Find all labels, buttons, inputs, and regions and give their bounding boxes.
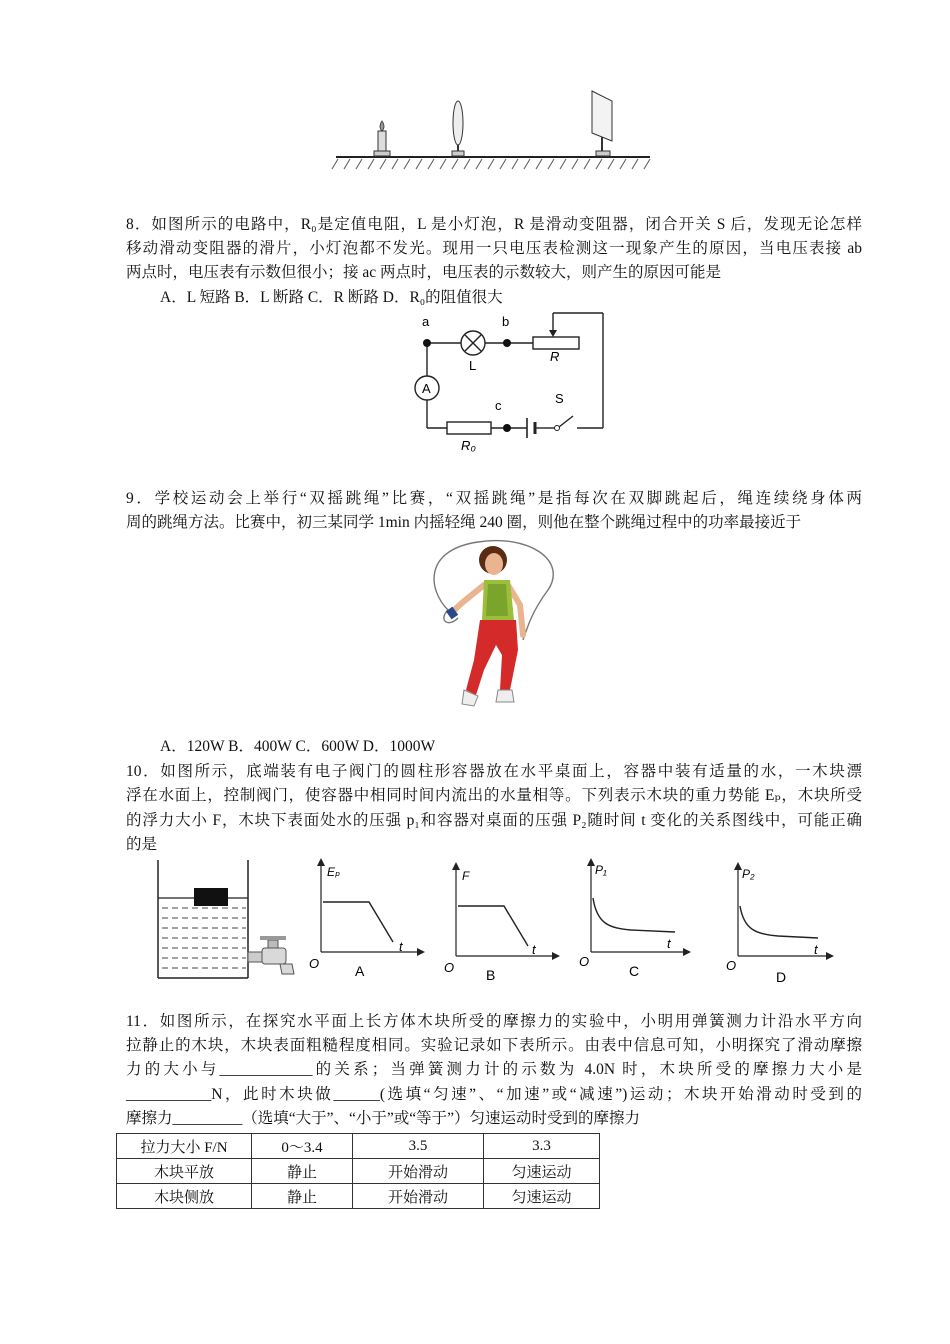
table-cell: 匀速运动 xyxy=(484,1159,600,1184)
graph-d-ylabel: P₂ xyxy=(742,867,755,881)
table-row xyxy=(117,1159,600,1184)
q11-line-2: 拉静止的木块，木块表面粗糙程度相同。实验记录如下表所示。由表中信息可知，小明探究了滑动摩擦 xyxy=(126,1037,862,1054)
graph-c-xlabel: t xyxy=(667,936,671,951)
q10-line-3: 的浮力大小 F，木块下表面处水的压强 p₁和容器对桌面的压强 P₂随时间 t 变化的关系图线中，可能正确 xyxy=(126,812,862,829)
graph-c-ylabel: P₁ xyxy=(595,863,607,877)
table-cell: 开始滑动 xyxy=(353,1159,484,1184)
q10-container-figure xyxy=(150,856,300,986)
table-header-cell: 3.3 xyxy=(484,1134,600,1159)
circuit-label-S: S xyxy=(555,391,564,406)
q8-line-1: 8．如图所示的电路中，R₀是定值电阻，L 是小灯泡，R 是滑动变阻器，闭合开关 S 后，发现无论怎样 xyxy=(126,216,862,233)
q10-graph-d xyxy=(722,862,842,988)
circuit-label-a: a xyxy=(422,314,430,329)
q10-line-2: 浮在水面上，控制阀门，使容器中相同时间内流出的水量相等。下列表示木块的重力势能 Eₚ，木块所受 xyxy=(126,787,862,804)
q10-line-1: 10．如图所示，底端装有电子阀门的圆柱形容器放在水平桌面上，容器中装有适量的水，一木块漂 xyxy=(126,763,862,780)
graph-d-xlabel: t xyxy=(814,942,818,957)
table-cell: 匀速运动 xyxy=(484,1184,600,1209)
q8-line-3: 两点时，电压表有示数但很小；接 ac 两点时，电压表的示数较大，则产生的原因可能是 xyxy=(126,264,722,281)
q11-line-5: 摩擦力_________（选填“大于”、“小于”或“等于”）匀速运动时受到的摩擦力 xyxy=(126,1110,641,1127)
q11-line-4: ___________N，此时木块做______(选填“匀速”、“加速”或“减速”)运动；木块开始滑动时受到的 xyxy=(126,1086,862,1103)
q10-graph-c xyxy=(575,858,695,984)
table-row xyxy=(117,1184,600,1209)
circuit-label-ammeter: A xyxy=(422,381,431,396)
q11-data-table xyxy=(116,1133,600,1209)
q8-options: A．L 短路 B．L 断路 C．R 断路 D．R₀的阻值很大 xyxy=(160,289,503,306)
graph-d-caption: D xyxy=(776,969,787,985)
q11-line-1: 11．如图所示，在探究水平面上长方体木块所受的摩擦力的实验中，小明用弹簧测力计沿水平方向 xyxy=(126,1013,862,1030)
graph-a-xlabel: t xyxy=(399,939,403,954)
circuit-label-L: L xyxy=(469,358,477,373)
table-cell: 静止 xyxy=(252,1159,353,1184)
graph-b-origin: O xyxy=(444,960,455,975)
q9-line-2: 周的跳绳方法。比赛中，初三某同学 1min 内摇轻绳 240 圈，则他在整个跳绳过程中的功率最接近于 xyxy=(126,514,802,531)
table-header-cell: 拉力大小 F/N xyxy=(117,1134,252,1159)
jump-rope-girl-image xyxy=(418,530,568,722)
q8-circuit-diagram xyxy=(405,308,615,458)
q10-graph-a xyxy=(305,858,425,984)
graph-a-ylabel: Eₚ xyxy=(327,865,341,879)
q9-line-1: 9．学校运动会上举行“双摇跳绳”比赛，“双摇跳绳”是指每次在双脚跳起后，绳连续绕身体两 xyxy=(126,490,862,507)
table-header-cell: 0～3.4 xyxy=(252,1134,353,1159)
graph-b-xlabel: t xyxy=(532,942,536,957)
circuit-label-b: b xyxy=(502,314,510,329)
table-cell: 木块平放 xyxy=(117,1159,252,1184)
q8-line-2: 移动滑动变阻器的滑片，小灯泡都不发光。现用一只电压表检测这一现象产生的原因，当电压表接 ab xyxy=(126,240,862,257)
graph-b-caption: B xyxy=(486,967,496,983)
circuit-label-R: R xyxy=(550,349,560,364)
optical-bench-figure xyxy=(330,85,660,195)
q10-graph-b xyxy=(440,862,560,988)
table-cell: 开始滑动 xyxy=(353,1184,484,1209)
table-header-cell: 3.5 xyxy=(353,1134,484,1159)
table-header-row xyxy=(117,1134,600,1159)
q11-line-3: 力的大小与____________的关系；当弹簧测力计的示数为 4.0N 时，木块所受的摩擦力大小是 xyxy=(126,1061,862,1078)
q10-line-4: 的是 xyxy=(126,836,158,853)
circuit-label-R0: R₀ xyxy=(461,438,476,453)
q9-options: A．120W B．400W C．600W D．1000W xyxy=(160,738,436,755)
graph-a-origin: O xyxy=(309,956,320,971)
table-cell: 木块侧放 xyxy=(117,1184,252,1209)
graph-c-origin: O xyxy=(579,954,590,969)
graph-c-caption: C xyxy=(629,963,640,979)
circuit-label-c: c xyxy=(495,398,502,413)
graph-d-origin: O xyxy=(726,958,737,973)
graph-b-ylabel: F xyxy=(462,869,470,883)
graph-a-caption: A xyxy=(355,963,365,979)
table-cell: 静止 xyxy=(252,1184,353,1209)
